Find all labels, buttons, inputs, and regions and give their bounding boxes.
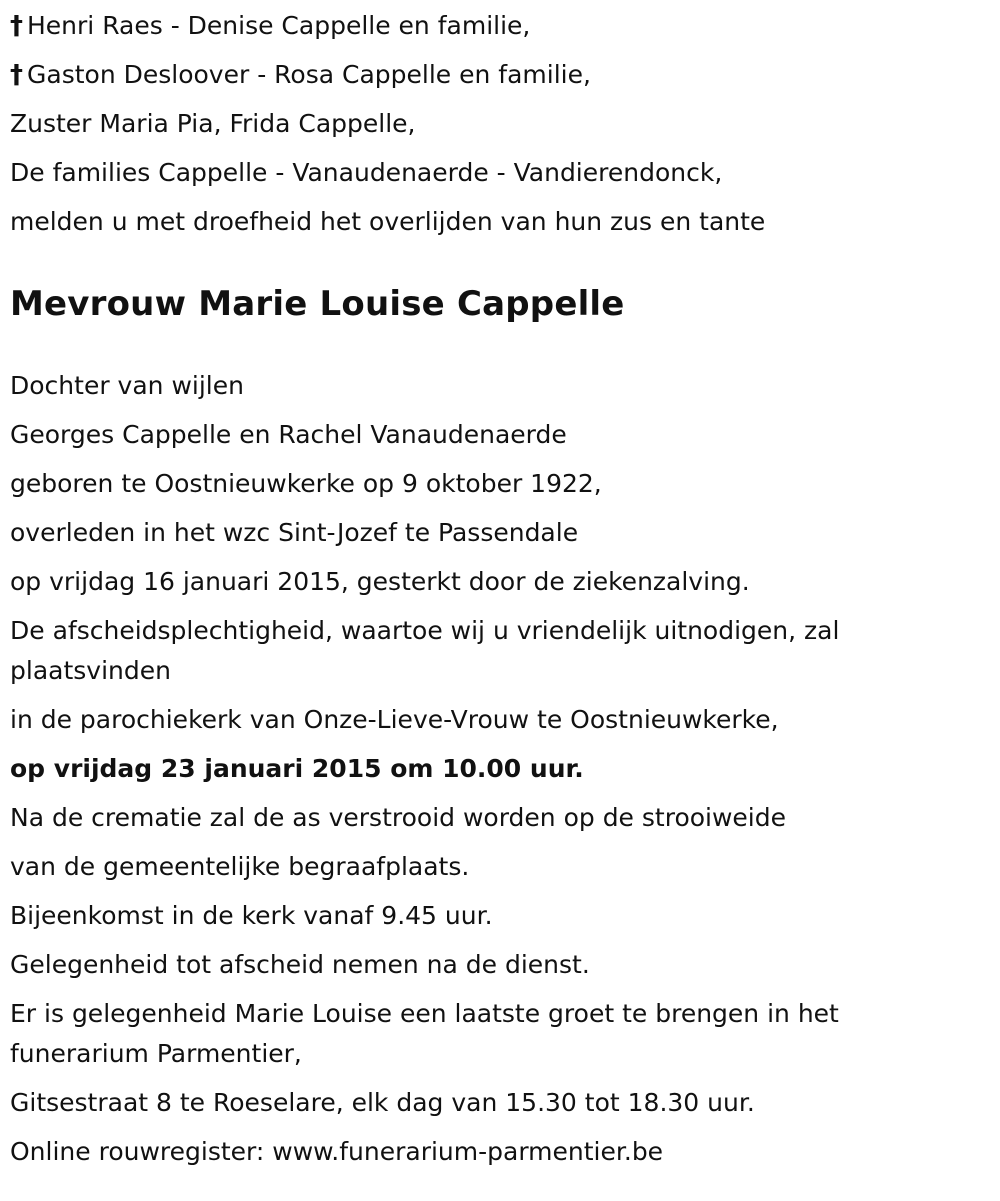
cross-icon: † (10, 11, 23, 41)
detail-born: geboren te Oostnieuwkerke op 9 oktober 1922, (10, 469, 602, 498)
detail-ceremony-invite: De afscheidsplechtigheid, waartoe wij u vriendelijk uitnodigen, zal plaatsvinden (10, 616, 840, 685)
family-line-sister: Zuster Maria Pia, Frida Cappelle, (10, 109, 416, 138)
family-line-desloover: † Gaston Desloover - Rosa Cappelle en familie, (10, 55, 990, 95)
family-announcement (10, 0, 990, 242)
detail-parents-intro: Dochter van wijlen (10, 371, 244, 400)
detail-parents: Georges Cappelle en Rachel Vanaudenaerde (10, 420, 567, 449)
detail-farewell: Gelegenheid tot afscheid nemen na de dienst. (10, 950, 590, 979)
detail-gathering: Bijeenkomst in de kerk vanaf 9.45 uur. (10, 901, 493, 930)
detail-ceremony-date: op vrijdag 23 januari 2015 om 10.00 uur. (10, 754, 584, 783)
detail-visitation: Er is gelegenheid Marie Louise een laatste groet te brengen in het funerarium Parmentier, (10, 999, 839, 1068)
announcement-sentence: melden u met droefheid het overlijden van hun zus en tante (10, 207, 766, 236)
detail-address-hours: Gitsestraat 8 te Roeselare, elk dag van 15.30 tot 18.30 uur. (10, 1088, 755, 1117)
detail-died-date: op vrijdag 16 januari 2015, gesterkt door de ziekenzalving. (10, 567, 750, 596)
cross-icon: † (10, 60, 23, 90)
detail-cemetery: van de gemeentelijke begraafplaats. (10, 852, 470, 881)
family-line-families: De families Cappelle - Vanaudenaerde - Vandierendonck, (10, 158, 723, 187)
detail-cremation: Na de crematie zal de as verstrooid worden op de strooiweide (10, 803, 787, 832)
detail-church: in de parochiekerk van Onze-Lieve-Vrouw te Oostnieuwkerke, (10, 705, 779, 734)
detail-online-register: Online rouwregister: www.funerarium-parmentier.be (10, 1137, 664, 1166)
family-line-raes: † Henri Raes - Denise Cappelle en familie, (10, 6, 990, 46)
detail-died-place: overleden in het wzc Sint-Jozef te Passendale (10, 518, 579, 547)
deceased-name: Mevrouw Marie Louise Cappelle (10, 284, 625, 324)
obituary-details (10, 366, 990, 1172)
